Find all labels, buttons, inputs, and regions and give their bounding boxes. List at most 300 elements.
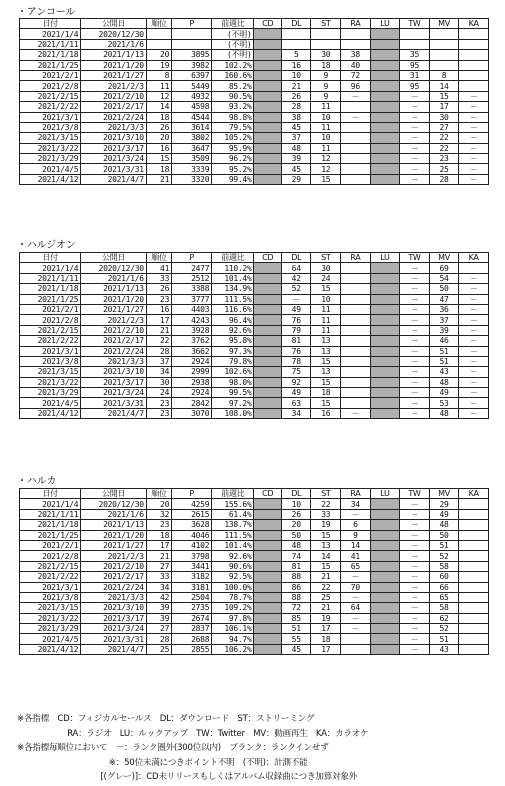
table-row (20, 174, 489, 184)
cell-wow-ratio: 99.4% (212, 174, 254, 184)
header-tw: TW (400, 253, 430, 263)
cell-rank: 22 (146, 336, 171, 346)
header-rank: 順位 (146, 489, 171, 499)
cell-points: 2999 (172, 367, 212, 377)
cell-ra (341, 377, 371, 387)
cell-lu (370, 81, 400, 91)
cell-rank: 23 (146, 294, 171, 304)
cell-date: 2021/3/1 (20, 112, 81, 122)
table-row (20, 592, 489, 602)
cell-cd (254, 143, 281, 153)
cell-cd (254, 540, 281, 550)
cell-st: 15 (311, 377, 341, 387)
header-tw: TW (400, 489, 430, 499)
cell-wow-ratio: 101.4% (212, 540, 254, 550)
cell-release-date: 2021/1/6 (81, 509, 146, 519)
cell-wow-ratio: 98.0% (212, 377, 254, 387)
cell-lu (370, 112, 400, 122)
cell-ka: － (459, 143, 489, 153)
cell-release-date: 2021/4/7 (81, 174, 146, 184)
cell-wow-ratio: 97.8% (212, 613, 254, 623)
cell-lu (370, 50, 400, 60)
cell-dl: － (281, 294, 311, 304)
cell-st: 12 (311, 164, 341, 174)
cell-tw: － (400, 143, 430, 153)
cell-release-date: 2021/3/10 (81, 133, 146, 143)
cell-ka: － (459, 367, 489, 377)
cell-points: 4046 (172, 530, 212, 540)
cell-mv: 25 (429, 164, 459, 174)
cell-lu (370, 122, 400, 132)
cell-tw: － (400, 377, 430, 387)
header-st: ST (311, 253, 341, 263)
cell-dl: 34 (281, 408, 311, 418)
cell-mv: 27 (429, 122, 459, 132)
cell-rank: 34 (146, 582, 171, 592)
cell-rank: 37 (146, 356, 171, 366)
cell-wow-ratio: (不明) (212, 39, 254, 49)
cell-cd (254, 315, 281, 325)
cell-tw: － (400, 294, 430, 304)
cell-lu (370, 39, 400, 49)
cell-cd (254, 603, 281, 613)
cell-release-date: 2021/3/31 (81, 164, 146, 174)
header-ra: RA (341, 489, 371, 499)
cell-tw: － (400, 644, 430, 654)
cell-lu (370, 582, 400, 592)
cell-points: 3388 (172, 284, 212, 294)
cell-rank: 27 (146, 624, 171, 634)
cell-rank: 28 (146, 346, 171, 356)
cell-tw: － (400, 603, 430, 613)
cell-release-date: 2021/4/7 (81, 644, 146, 654)
cell-rank: 19 (146, 60, 171, 70)
cell-lu (370, 284, 400, 294)
cell-ka: － (459, 294, 489, 304)
header-ka: KA (459, 253, 489, 263)
cell-cd (254, 592, 281, 602)
cell-mv: 14 (429, 81, 459, 91)
cell-date: 2021/3/1 (20, 346, 81, 356)
cell-points: 3070 (172, 408, 212, 418)
cell-wow-ratio: 102.2% (212, 60, 254, 70)
cell-release-date: 2021/3/24 (81, 624, 146, 634)
cell-tw: － (400, 520, 430, 530)
cell-wow-ratio: 108.0% (212, 408, 254, 418)
cell-wow-ratio: 106.2% (212, 644, 254, 654)
cell-date: 2021/2/15 (20, 91, 81, 101)
cell-mv: 51 (429, 540, 459, 550)
cell-st: 33 (311, 509, 341, 519)
cell-points: 2924 (172, 388, 212, 398)
cell-ka (459, 499, 489, 509)
cell-ra: － (341, 572, 371, 582)
cell-lu (370, 263, 400, 273)
cell-release-date: 2021/1/20 (81, 60, 146, 70)
cell-cd (254, 346, 281, 356)
cell-cd (254, 304, 281, 314)
cell-dl: 75 (281, 367, 311, 377)
cell-date: 2021/1/18 (20, 520, 81, 530)
cell-date: 2021/1/4 (20, 29, 81, 39)
cell-dl: 52 (281, 284, 311, 294)
cell-wow-ratio: 105.2% (212, 133, 254, 143)
cell-mv: 28 (429, 174, 459, 184)
table-row (20, 346, 489, 356)
cell-ra: 41 (341, 551, 371, 561)
table-row (20, 356, 489, 366)
cell-date: 2021/4/12 (20, 644, 81, 654)
table-row (20, 70, 489, 80)
cell-cd (254, 509, 281, 519)
cell-cd (254, 39, 281, 49)
cell-cd (254, 613, 281, 623)
cell-st: 18 (311, 634, 341, 644)
table-row (20, 304, 489, 314)
cell-mv: 49 (429, 509, 459, 519)
cell-st: 9 (311, 91, 341, 101)
cell-points: 2938 (172, 377, 212, 387)
cell-rank: 25 (146, 644, 171, 654)
cell-rank: 20 (146, 133, 171, 143)
cell-release-date: 2021/1/13 (81, 50, 146, 60)
cell-lu (370, 551, 400, 561)
cell-tw: － (400, 499, 430, 509)
cell-st: 17 (311, 624, 341, 634)
cell-ka: － (459, 346, 489, 356)
cell-cd (254, 102, 281, 112)
cell-date: 2021/4/12 (20, 408, 81, 418)
cell-cd (254, 408, 281, 418)
cell-ka (459, 530, 489, 540)
header-tw: TW (400, 19, 430, 29)
cell-rank: 21 (146, 174, 171, 184)
cell-st: 9 (311, 70, 341, 80)
cell-tw: － (400, 509, 430, 519)
cell-cd (254, 530, 281, 540)
cell-rank: 18 (146, 112, 171, 122)
cell-ra (341, 154, 371, 164)
cell-points (172, 39, 212, 49)
cell-ka: － (459, 273, 489, 283)
cell-points: 3982 (172, 60, 212, 70)
ranking-table-haruka (19, 488, 489, 655)
cell-mv: 49 (429, 388, 459, 398)
cell-points (172, 29, 212, 39)
cell-st: 11 (311, 143, 341, 153)
cell-ka: － (459, 284, 489, 294)
table-row (20, 644, 489, 654)
section-title-encore: ・アンコール (17, 7, 76, 18)
cell-mv: 30 (429, 112, 459, 122)
cell-dl: 79 (281, 325, 311, 335)
cell-ra: 38 (341, 50, 371, 60)
cell-st: 15 (311, 398, 341, 408)
cell-rank: 23 (146, 520, 171, 530)
cell-release-date: 2021/2/17 (81, 336, 146, 346)
cell-points: 2477 (172, 263, 212, 273)
header-points: P (172, 253, 212, 263)
cell-cd (254, 398, 281, 408)
cell-st: 11 (311, 304, 341, 314)
cell-wow-ratio: 78.7% (212, 592, 254, 602)
cell-date: 2021/3/15 (20, 133, 81, 143)
cell-mv: 47 (429, 294, 459, 304)
cell-cd (254, 154, 281, 164)
cell-st: 12 (311, 154, 341, 164)
cell-tw (400, 29, 430, 39)
cell-lu (370, 304, 400, 314)
cell-mv: 69 (429, 263, 459, 273)
cell-dl: 88 (281, 572, 311, 582)
cell-dl: 45 (281, 122, 311, 132)
cell-ka (459, 634, 489, 644)
table-row (20, 408, 489, 418)
cell-tw: － (400, 582, 430, 592)
cell-release-date: 2021/3/17 (81, 377, 146, 387)
cell-lu (370, 377, 400, 387)
cell-date: 2021/1/18 (20, 284, 81, 294)
cell-date: 2021/2/1 (20, 540, 81, 550)
cell-dl: 51 (281, 624, 311, 634)
cell-release-date: 2021/3/24 (81, 154, 146, 164)
header-row (20, 19, 489, 29)
cell-date: 2021/2/15 (20, 325, 81, 335)
cell-st: 19 (311, 520, 341, 530)
cell-mv: 53 (429, 398, 459, 408)
header-cd: CD (254, 19, 281, 29)
cell-points: 2842 (172, 398, 212, 408)
cell-lu (370, 367, 400, 377)
cell-cd (254, 29, 281, 39)
cell-wow-ratio: 79.8% (212, 356, 254, 366)
cell-wow-ratio: 109.2% (212, 603, 254, 613)
cell-wow-ratio: 79.5% (212, 122, 254, 132)
header-mv: MV (429, 253, 459, 263)
cell-wow-ratio: 111.5% (212, 294, 254, 304)
cell-ra: － (341, 91, 371, 101)
cell-ra (341, 644, 371, 654)
cell-date: 2021/1/11 (20, 39, 81, 49)
cell-st: 10 (311, 133, 341, 143)
cell-rank: 42 (146, 592, 171, 602)
cell-dl: 37 (281, 133, 311, 143)
cell-wow-ratio: (不明) (212, 29, 254, 39)
cell-mv: 50 (429, 284, 459, 294)
cell-st: 21 (311, 603, 341, 613)
cell-wow-ratio: 111.5% (212, 530, 254, 540)
table-row (20, 603, 489, 613)
cell-ra (341, 164, 371, 174)
cell-ka (459, 60, 489, 70)
cell-points: 3777 (172, 294, 212, 304)
cell-points: 6397 (172, 70, 212, 80)
cell-mv: 48 (429, 408, 459, 418)
cell-dl: 76 (281, 346, 311, 356)
cell-date: 2021/4/5 (20, 634, 81, 644)
cell-points: 3441 (172, 561, 212, 571)
cell-ra: 70 (341, 582, 371, 592)
cell-rank (146, 39, 171, 49)
cell-cd (254, 174, 281, 184)
cell-cd (254, 624, 281, 634)
legend-notes (17, 712, 497, 785)
cell-dl: 42 (281, 273, 311, 283)
cell-points: 3762 (172, 336, 212, 346)
cell-ka: － (459, 122, 489, 132)
cell-cd (254, 582, 281, 592)
cell-cd (254, 263, 281, 273)
cell-ra (341, 294, 371, 304)
table-row (20, 50, 489, 60)
cell-wow-ratio: 99.5% (212, 388, 254, 398)
cell-release-date: 2021/1/27 (81, 304, 146, 314)
header-release-date: 公開日 (81, 19, 146, 29)
cell-points: 3320 (172, 174, 212, 184)
cell-date: 2021/3/29 (20, 154, 81, 164)
cell-points: 3895 (172, 50, 212, 60)
cell-ka (459, 70, 489, 80)
cell-tw: － (400, 356, 430, 366)
cell-tw: － (400, 367, 430, 377)
cell-date: 2021/1/25 (20, 294, 81, 304)
cell-wow-ratio: 98.8% (212, 112, 254, 122)
cell-mv (429, 39, 459, 49)
cell-dl: 21 (281, 81, 311, 91)
cell-st (311, 39, 341, 49)
cell-points: 2855 (172, 644, 212, 654)
cell-ra (341, 102, 371, 112)
cell-ka (459, 592, 489, 602)
cell-tw: － (400, 540, 430, 550)
cell-ka (459, 644, 489, 654)
cell-st: 11 (311, 315, 341, 325)
cell-date: 2021/3/8 (20, 122, 81, 132)
cell-release-date: 2021/3/3 (81, 356, 146, 366)
cell-rank: 15 (146, 154, 171, 164)
cell-lu (370, 154, 400, 164)
header-wow-ratio: 前週比 (212, 253, 254, 263)
cell-wow-ratio: 90.5% (212, 91, 254, 101)
cell-st: 13 (311, 336, 341, 346)
cell-ka: － (459, 154, 489, 164)
cell-lu (370, 91, 400, 101)
table-row (20, 582, 489, 592)
cell-mv: 58 (429, 603, 459, 613)
cell-dl: 20 (281, 520, 311, 530)
header-dl: DL (281, 253, 311, 263)
cell-lu (370, 624, 400, 634)
cell-points: 4403 (172, 304, 212, 314)
cell-lu (370, 592, 400, 602)
cell-lu (370, 603, 400, 613)
cell-rank: 33 (146, 572, 171, 582)
cell-rank: 21 (146, 551, 171, 561)
cell-dl: 48 (281, 143, 311, 153)
cell-lu (370, 133, 400, 143)
cell-points: 3628 (172, 520, 212, 530)
cell-date: 2021/2/22 (20, 336, 81, 346)
cell-tw: － (400, 346, 430, 356)
cell-rank: 11 (146, 81, 171, 91)
cell-mv: 65 (429, 592, 459, 602)
cell-rank: 18 (146, 164, 171, 174)
cell-ka: － (459, 304, 489, 314)
cell-release-date: 2021/1/6 (81, 39, 146, 49)
cell-rank: 41 (146, 263, 171, 273)
table-row (20, 102, 489, 112)
cell-cd (254, 164, 281, 174)
cell-rank: 12 (146, 91, 171, 101)
cell-date: 2021/1/25 (20, 60, 81, 70)
cell-lu (370, 572, 400, 582)
cell-lu (370, 102, 400, 112)
cell-points: 2615 (172, 509, 212, 519)
cell-points: 3798 (172, 551, 212, 561)
cell-lu (370, 29, 400, 39)
cell-points: 5449 (172, 81, 212, 91)
cell-lu (370, 315, 400, 325)
cell-dl: 81 (281, 561, 311, 571)
note-line: ※：50位未満につきポイント不明 (不明)：計測不能 (17, 757, 308, 768)
cell-st: 24 (311, 273, 341, 283)
cell-release-date: 2021/3/10 (81, 367, 146, 377)
cell-wow-ratio: 92.6% (212, 551, 254, 561)
cell-cd (254, 572, 281, 582)
cell-rank: 26 (146, 284, 171, 294)
header-mv: MV (429, 489, 459, 499)
cell-points: 2512 (172, 273, 212, 283)
cell-lu (370, 143, 400, 153)
cell-wow-ratio: (不明) (212, 50, 254, 60)
cell-rank: 14 (146, 102, 171, 112)
cell-st: 15 (311, 174, 341, 184)
header-release-date: 公開日 (81, 253, 146, 263)
cell-date: 2021/4/12 (20, 174, 81, 184)
cell-tw: － (400, 398, 430, 408)
cell-date: 2021/3/8 (20, 356, 81, 366)
cell-ra: 64 (341, 603, 371, 613)
cell-release-date: 2021/3/17 (81, 613, 146, 623)
cell-release-date: 2021/2/17 (81, 102, 146, 112)
cell-points: 2504 (172, 592, 212, 602)
table-row (20, 122, 489, 132)
cell-rank: 27 (146, 561, 171, 571)
cell-release-date: 2021/1/20 (81, 530, 146, 540)
cell-ra (341, 143, 371, 153)
cell-dl: 76 (281, 315, 311, 325)
header-rank: 順位 (146, 19, 171, 29)
cell-ra (341, 304, 371, 314)
cell-wow-ratio: 92.6% (212, 325, 254, 335)
header-dl: DL (281, 489, 311, 499)
table-row (20, 634, 489, 644)
cell-release-date: 2021/3/31 (81, 634, 146, 644)
cell-st: 10 (311, 112, 341, 122)
cell-release-date: 2021/3/24 (81, 388, 146, 398)
cell-cd (254, 112, 281, 122)
cell-tw: － (400, 273, 430, 283)
cell-points: 2674 (172, 613, 212, 623)
cell-wow-ratio: 155.6% (212, 499, 254, 509)
cell-cd (254, 91, 281, 101)
cell-points: 4243 (172, 315, 212, 325)
cell-points: 3662 (172, 346, 212, 356)
cell-lu (370, 530, 400, 540)
cell-tw: － (400, 336, 430, 346)
cell-dl: 81 (281, 336, 311, 346)
cell-ra: － (341, 592, 371, 602)
